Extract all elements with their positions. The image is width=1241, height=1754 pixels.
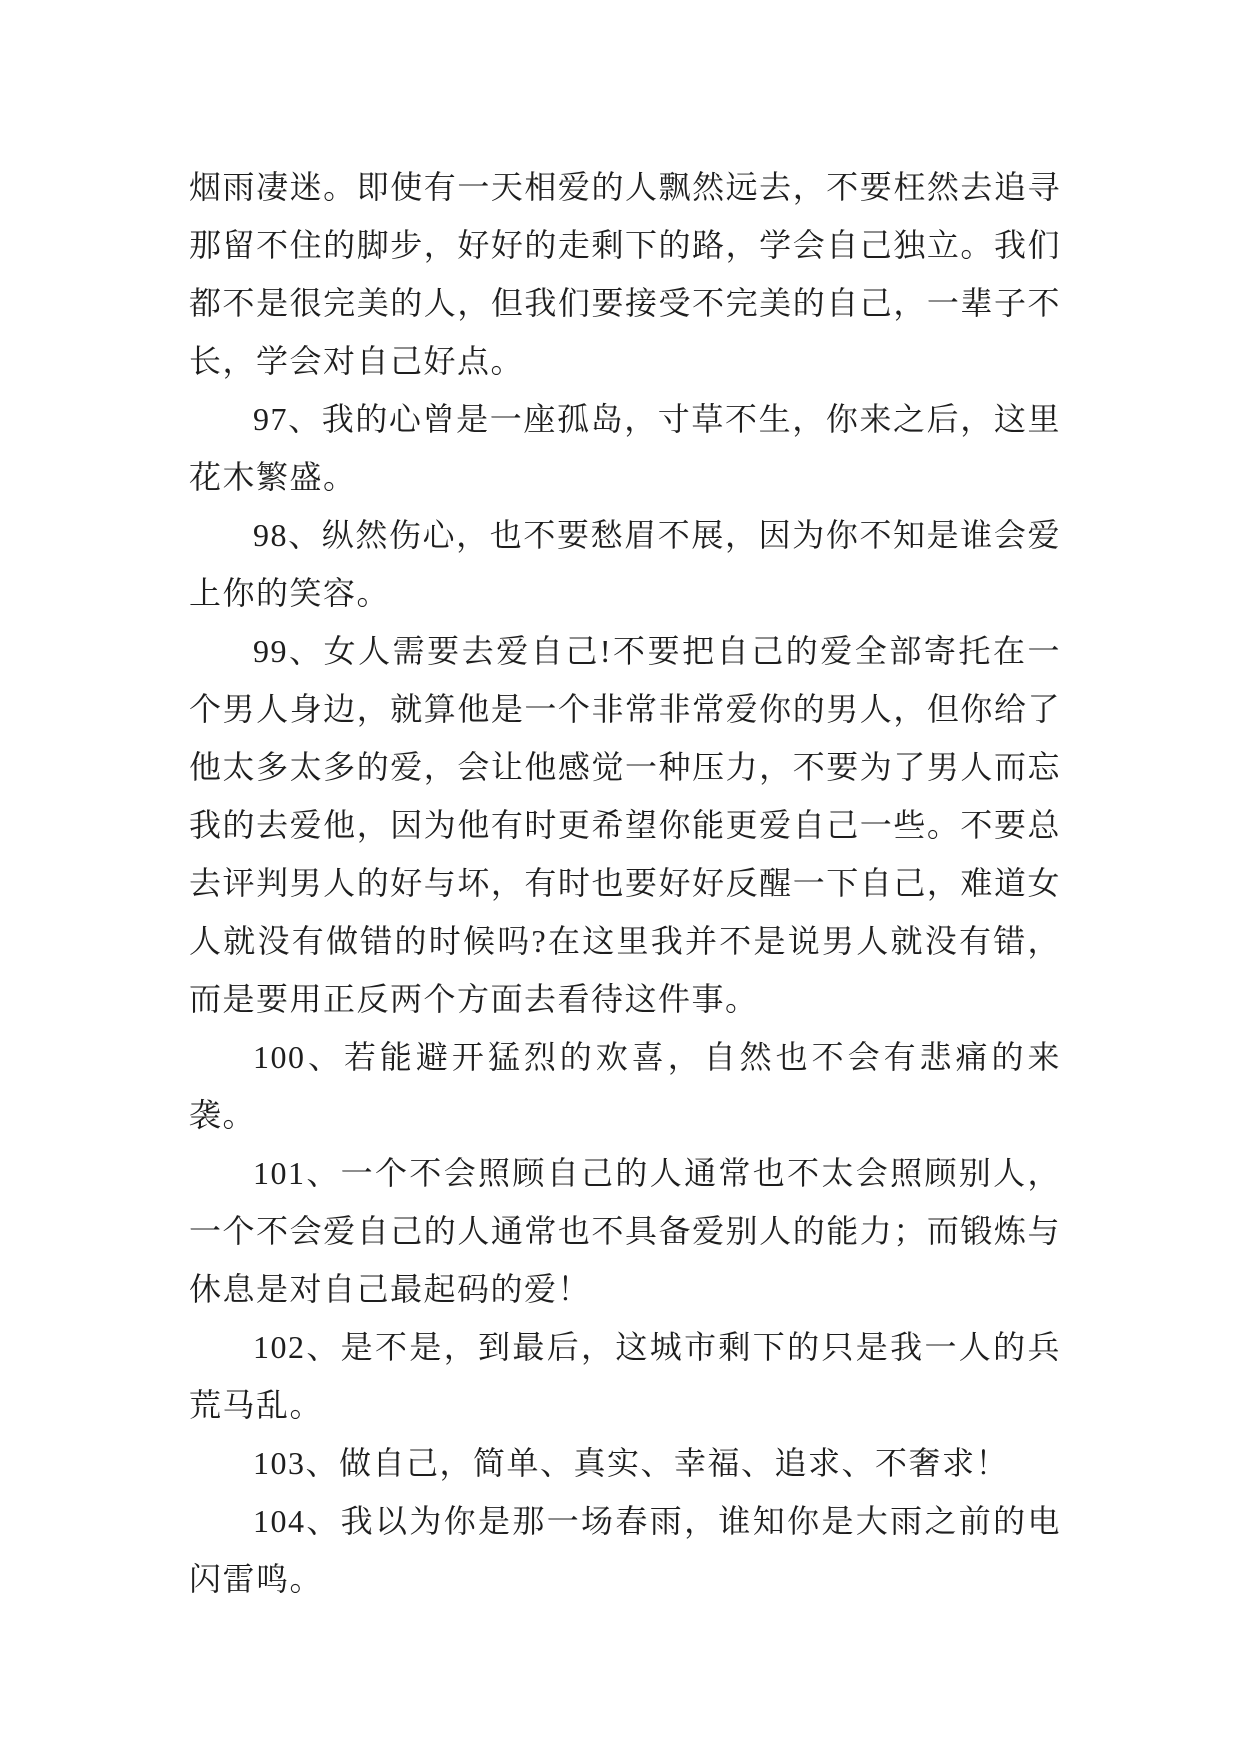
paragraph: 100、若能避开猛烈的欢喜，自然也不会有悲痛的来袭。 <box>189 1039 1061 1133</box>
text-block <box>189 158 1061 1608</box>
paragraph: 97、我的心曾是一座孤岛，寸草不生，你来之后，这里花木繁盛。 <box>189 401 1061 495</box>
paragraph: 99、女人需要去爱自己!不要把自己的爱全部寄托在一个男人身边，就算他是一个非常非常爱你的男人，但你给了他太多太多的爱，会让他感觉一种压力，不要为了男人而忘我的去爱他，因为他有时更希望你能更爱自己一些。不要总去评判男人的好与坏，有时也要好好反醒一下自己，难道女人就没有做错的时候吗?在这里我并不是说男人就没有错，而是要用正反两个方面去看待这件事。 <box>189 633 1061 1017</box>
paragraph: 102、是不是，到最后，这城市剩下的只是我一人的兵荒马乱。 <box>189 1329 1061 1423</box>
paragraph: 烟雨凄迷。即使有一天相爱的人飘然远去，不要枉然去追寻那留不住的脚步，好好的走剩下的路，学会自己独立。我们都不是很完美的人，但我们要接受不完美的自己，一辈子不长，学会对自己好点。 <box>189 169 1061 379</box>
paragraph: 101、一个不会照顾自己的人通常也不太会照顾别人，一个不会爱自己的人通常也不具备爱别人的能力；而锻炼与休息是对自己最起码的爱！ <box>189 1155 1061 1307</box>
paragraph: 98、纵然伤心，也不要愁眉不展，因为你不知是谁会爱上你的笑容。 <box>189 517 1061 611</box>
paragraph: 104、我以为你是那一场春雨，谁知你是大雨之前的电闪雷鸣。 <box>189 1503 1061 1597</box>
paragraph: 103、做自己，简单、真实、幸福、追求、不奢求！ <box>253 1445 1010 1481</box>
